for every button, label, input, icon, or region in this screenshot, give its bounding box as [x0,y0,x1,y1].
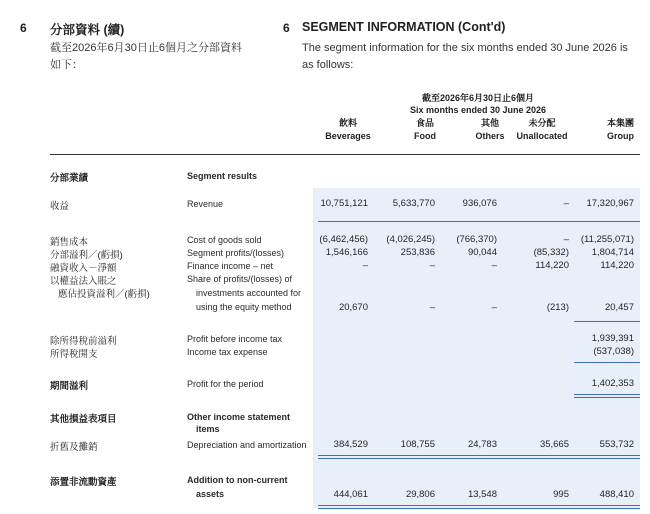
left-section-number: 6 [20,21,27,35]
revenue-unallocated: – [563,198,569,209]
share-en-line1: Share of profits/(losses) of [187,274,293,284]
addition-beverages: 444,061 [333,489,368,500]
addition-unallocated: 995 [553,489,569,500]
addition-group: 488,410 [599,489,634,500]
col-unallocated-en: Unallocated [516,131,568,141]
addition-en-line2: assets [196,489,225,499]
other-items-en-line1: Other income statement [187,412,291,422]
col-group-en: Group [607,131,634,141]
period-header-zh: 截至2026年6月30日止6個月 [421,93,535,103]
seg-profit-others: 90,044 [467,247,497,258]
other-items-en-line2: items [196,424,220,434]
col-unallocated-zh: 未分配 [528,118,556,128]
profit-zh: 期間溢利 [50,381,89,392]
revenue-beverages: 10,751,121 [320,198,368,209]
col-others-en: Others [475,131,505,141]
dep-zh: 折舊及攤銷 [50,442,98,453]
seg-profit-unallocated: (85,332) [533,247,569,258]
right-section-title: SEGMENT INFORMATION (Cont'd) [302,20,506,34]
seg-profit-beverages: 1,546,166 [325,247,368,258]
col-food-zh: 食品 [415,118,434,128]
seg-profit-food: 253,836 [400,247,435,258]
addition-others: 13,548 [467,489,497,500]
share-en-line2: investments accounted for [196,288,302,298]
finance-others: – [491,260,497,271]
seg-profit-group: 1,804,714 [591,247,634,258]
other-items-zh: 其他損益表項目 [50,414,117,425]
col-beverages-en: Beverages [325,131,371,141]
pbt-zh: 除所得稅前溢利 [50,336,117,347]
dep-double-rule [318,455,640,459]
dep-en: Depreciation and amortization [187,440,307,450]
revenue-rule [318,221,640,222]
period-header-en: Six months ended 30 June 2026 [409,105,547,115]
addition-zh: 添置非流動資產 [50,477,117,488]
share-zh-line2: 應佔投資溢利／(虧損) [58,289,150,300]
dep-food: 108,755 [400,439,435,450]
revenue-en: Revenue [187,199,224,209]
addition-en-line1: Addition to non-current [187,475,288,485]
tax-rule [574,362,640,363]
col-beverages-zh: 飲料 [338,118,357,128]
finance-zh: 融資收入－淨額 [50,263,117,274]
col-others-zh: 其他 [480,118,499,128]
finance-food: – [429,260,435,271]
cost-others: (766,370) [456,234,497,245]
addition-food: 29,806 [405,489,435,500]
revenue-food: 5,633,770 [392,198,435,209]
left-intro-line2: 如下： [50,59,83,71]
right-intro-line2: as follows: [302,59,354,71]
cost-en: Cost of goods sold [187,235,262,245]
finance-group: 114,220 [600,260,634,271]
share-rule [574,321,640,322]
finance-unallocated: 114,220 [535,260,569,271]
revenue-group: 17,320,967 [586,198,634,209]
profit-en: Profit for the period [187,379,264,389]
seg-profit-zh: 分部溢利／(虧損) [50,250,123,261]
share-zh-line1: 以權益法入賬之 [50,276,117,287]
cost-beverages: (6,462,456) [319,234,368,245]
profit-group: 1,402,353 [591,378,634,389]
tax-group: (537,038) [593,346,634,357]
right-intro-line1: The segment information for the six months ended 30 June 2026 is [302,42,628,54]
share-others: – [491,302,497,313]
pbt-en: Profit before income tax [187,334,283,344]
tax-en: Income tax expense [187,347,268,357]
pbt-group: 1,939,391 [591,333,634,344]
seg-profit-en: Segment profits/(losses) [187,248,285,258]
right-section-number: 6 [283,21,290,35]
seg-results-zh: 分部業績 [50,173,89,184]
profit-double-rule [574,394,640,398]
revenue-others: 936,076 [462,198,497,209]
dep-unallocated: 35,665 [539,439,569,450]
cost-group: (11,255,071) [580,234,634,245]
share-unallocated: (213) [546,302,569,313]
finance-beverages: – [362,260,368,271]
cost-unallocated: – [563,234,569,245]
share-food: – [429,302,435,313]
seg-results-en: Segment results [187,171,258,181]
cost-zh: 銷售成本 [50,237,89,248]
share-group: 20,457 [604,302,634,313]
dep-group: 553,732 [599,439,634,450]
finance-en: Finance income – net [187,261,274,271]
dep-others: 24,783 [467,439,497,450]
dep-beverages: 384,529 [333,439,368,450]
col-group-zh: 本集團 [606,118,634,128]
share-beverages: 20,670 [338,302,368,313]
left-intro-line1: 截至2026年6月30日止6個月之分部資料 [50,42,242,54]
addition-double-rule [318,505,640,509]
header-rule [50,154,640,155]
share-en-line3: using the equity method [196,302,292,312]
col-food-en: Food [414,131,436,141]
left-section-title: 分部資料 (續) [50,23,125,37]
cost-food: (4,026,245) [386,234,435,245]
revenue-zh: 收益 [50,201,70,212]
tax-zh: 所得稅開支 [50,349,98,360]
